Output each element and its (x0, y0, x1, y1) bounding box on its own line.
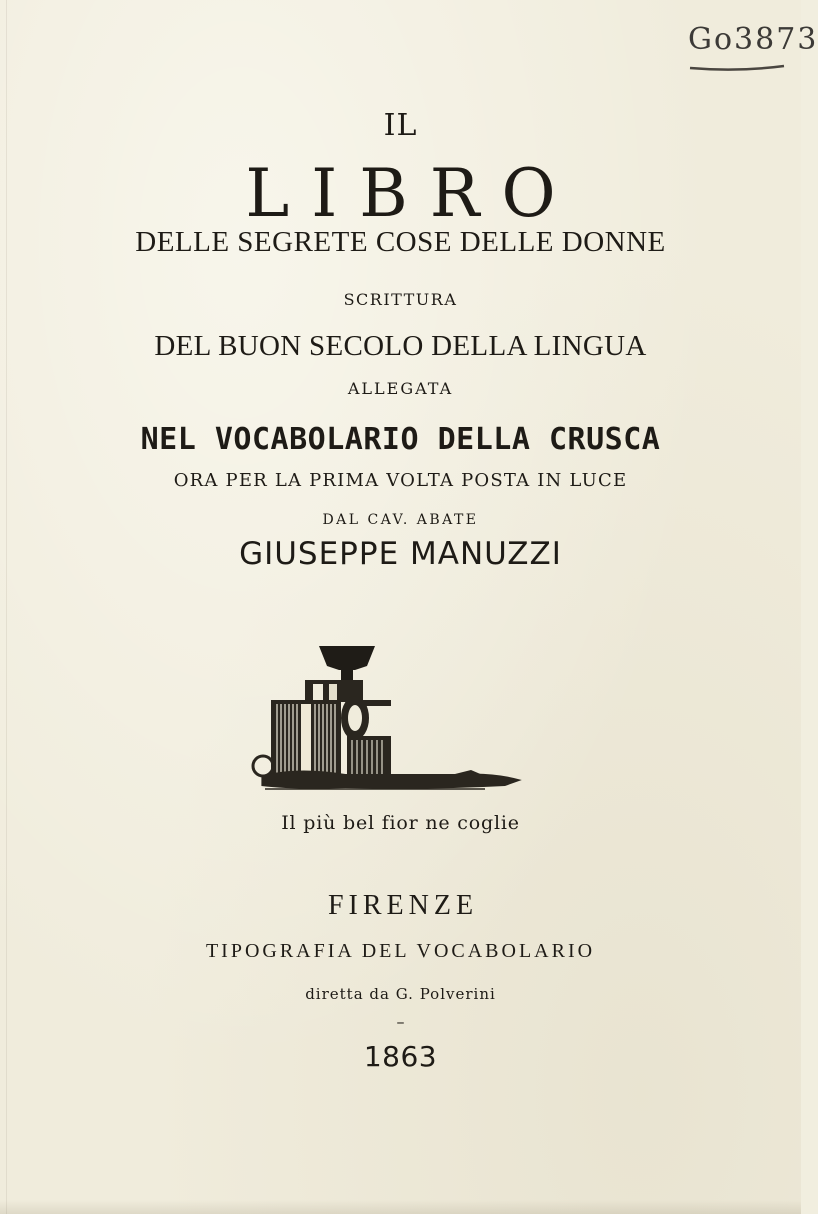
imprint-director: diretta da G. Polverini (305, 985, 496, 1003)
first-edition-line: ORA PER LA PRIMA VOLTA POSTA IN LUCE (173, 470, 628, 491)
imprint-year: 1863 (363, 1040, 438, 1073)
vocabolario-line: NEL VOCABOLARIO DELLA CRUSCA (140, 422, 661, 457)
allegata-label: ALLEGATA (347, 379, 454, 398)
period-line: DEL BUON SECOLO DELLA LINGUA (154, 330, 647, 362)
title-main: LIBRO (245, 155, 578, 232)
editor-prefix: DAL CAV. ABATE (322, 512, 479, 528)
imprint-city: FIRENZE (327, 890, 479, 921)
imprint-separator: – (396, 1012, 405, 1031)
shelfmark-underline (688, 64, 788, 74)
page-bottom-edge (0, 1200, 801, 1214)
title-article: IL (383, 108, 418, 143)
crusca-sifting-mill-emblem-icon (255, 640, 555, 795)
title-subtitle: DELLE SEGRETE COSE DELLE DONNE (135, 226, 666, 258)
imprint-printer: TIPOGRAFIA DEL VOCABOLARIO (205, 940, 596, 962)
device-motto: Il più bel fior ne coglie (281, 812, 520, 834)
library-shelfmark (688, 20, 818, 84)
editor-name: GIUSEPPE MANUZZI (239, 536, 562, 572)
shelfmark-text: Go3873 (688, 22, 818, 57)
scrittura-label: SCRITTURA (343, 290, 458, 309)
